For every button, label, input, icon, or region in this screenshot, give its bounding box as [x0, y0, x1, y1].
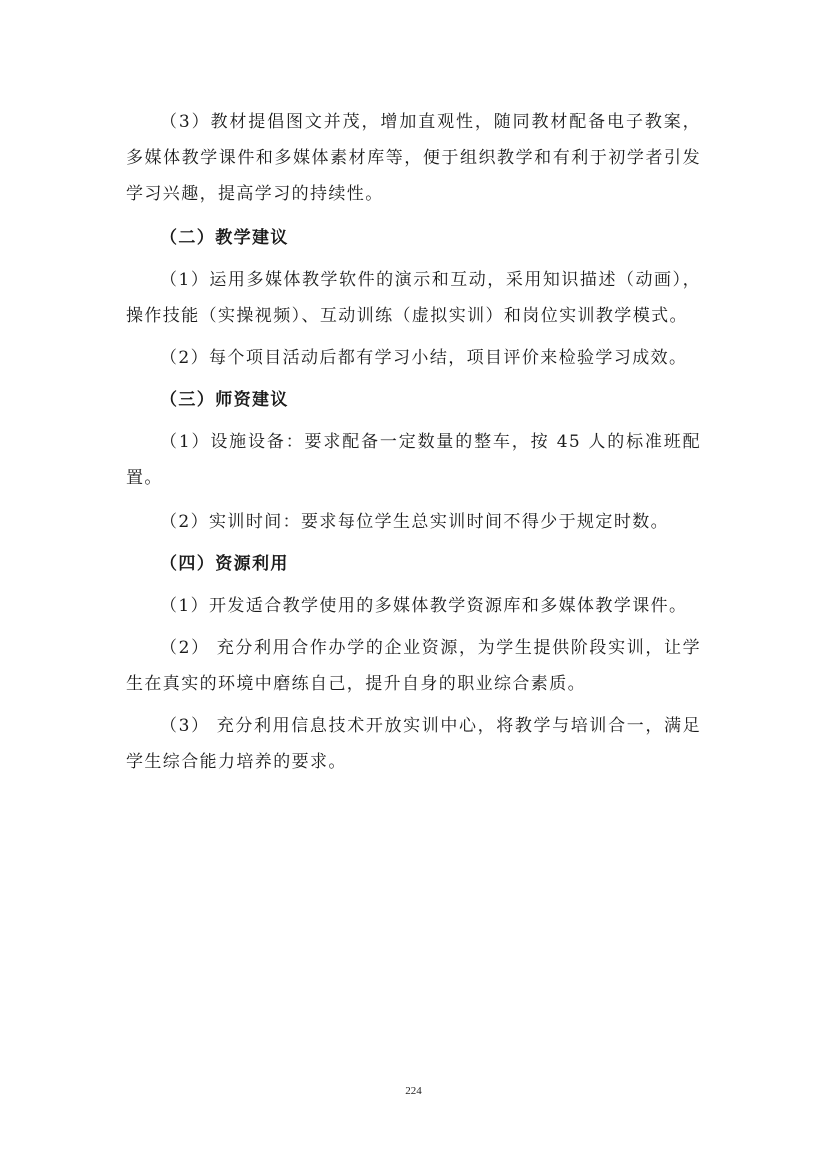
- section-heading-resource-use: （四）资源利用: [160, 554, 289, 574]
- document-body: [126, 104, 701, 780]
- paragraph-multimedia-teaching: （1）运用多媒体教学软件的演示和互动，采用知识描述（动画），操作技能（实操视频）、互动训练（虚拟实训）和岗位实训教学模式。: [126, 270, 701, 326]
- paragraph-facilities: （1）设施设备：要求配备一定数量的整车，按 45 人的标准班配置。: [126, 432, 701, 488]
- paragraph-textbook-recommendation: （3）教材提倡图文并茂，增加直观性，随同教材配备电子教案，多媒体教学课件和多媒体素材库等，便于组织教学和有利于初学者引发学习兴趣，提高学习的持续性。: [126, 112, 701, 204]
- section-heading-faculty-suggestions: （三）师资建议: [160, 390, 289, 410]
- paragraph-resource-library: （1）开发适合教学使用的多媒体教学资源库和多媒体教学课件。: [160, 596, 688, 616]
- paragraph-enterprise-resources: （2） 充分利用合作办学的企业资源，为学生提供阶段实训，让学生在真实的环境中磨练自己，提升自身的职业综合素质。: [126, 638, 701, 694]
- paragraph-information-technology: （3） 充分利用信息技术开放实训中心，将教学与培训合一，满足学生综合能力培养的要求。: [126, 716, 701, 772]
- section-heading-teaching-suggestions: （二）教学建议: [160, 228, 289, 248]
- paragraph-training-time: （2）实训时间：要求每位学生总实训时间不得少于规定时数。: [160, 512, 670, 532]
- paragraph-project-summary: （2）每个项目活动后都有学习小结，项目评价来检验学习成效。: [160, 348, 688, 368]
- page-number: 224: [405, 1085, 422, 1097]
